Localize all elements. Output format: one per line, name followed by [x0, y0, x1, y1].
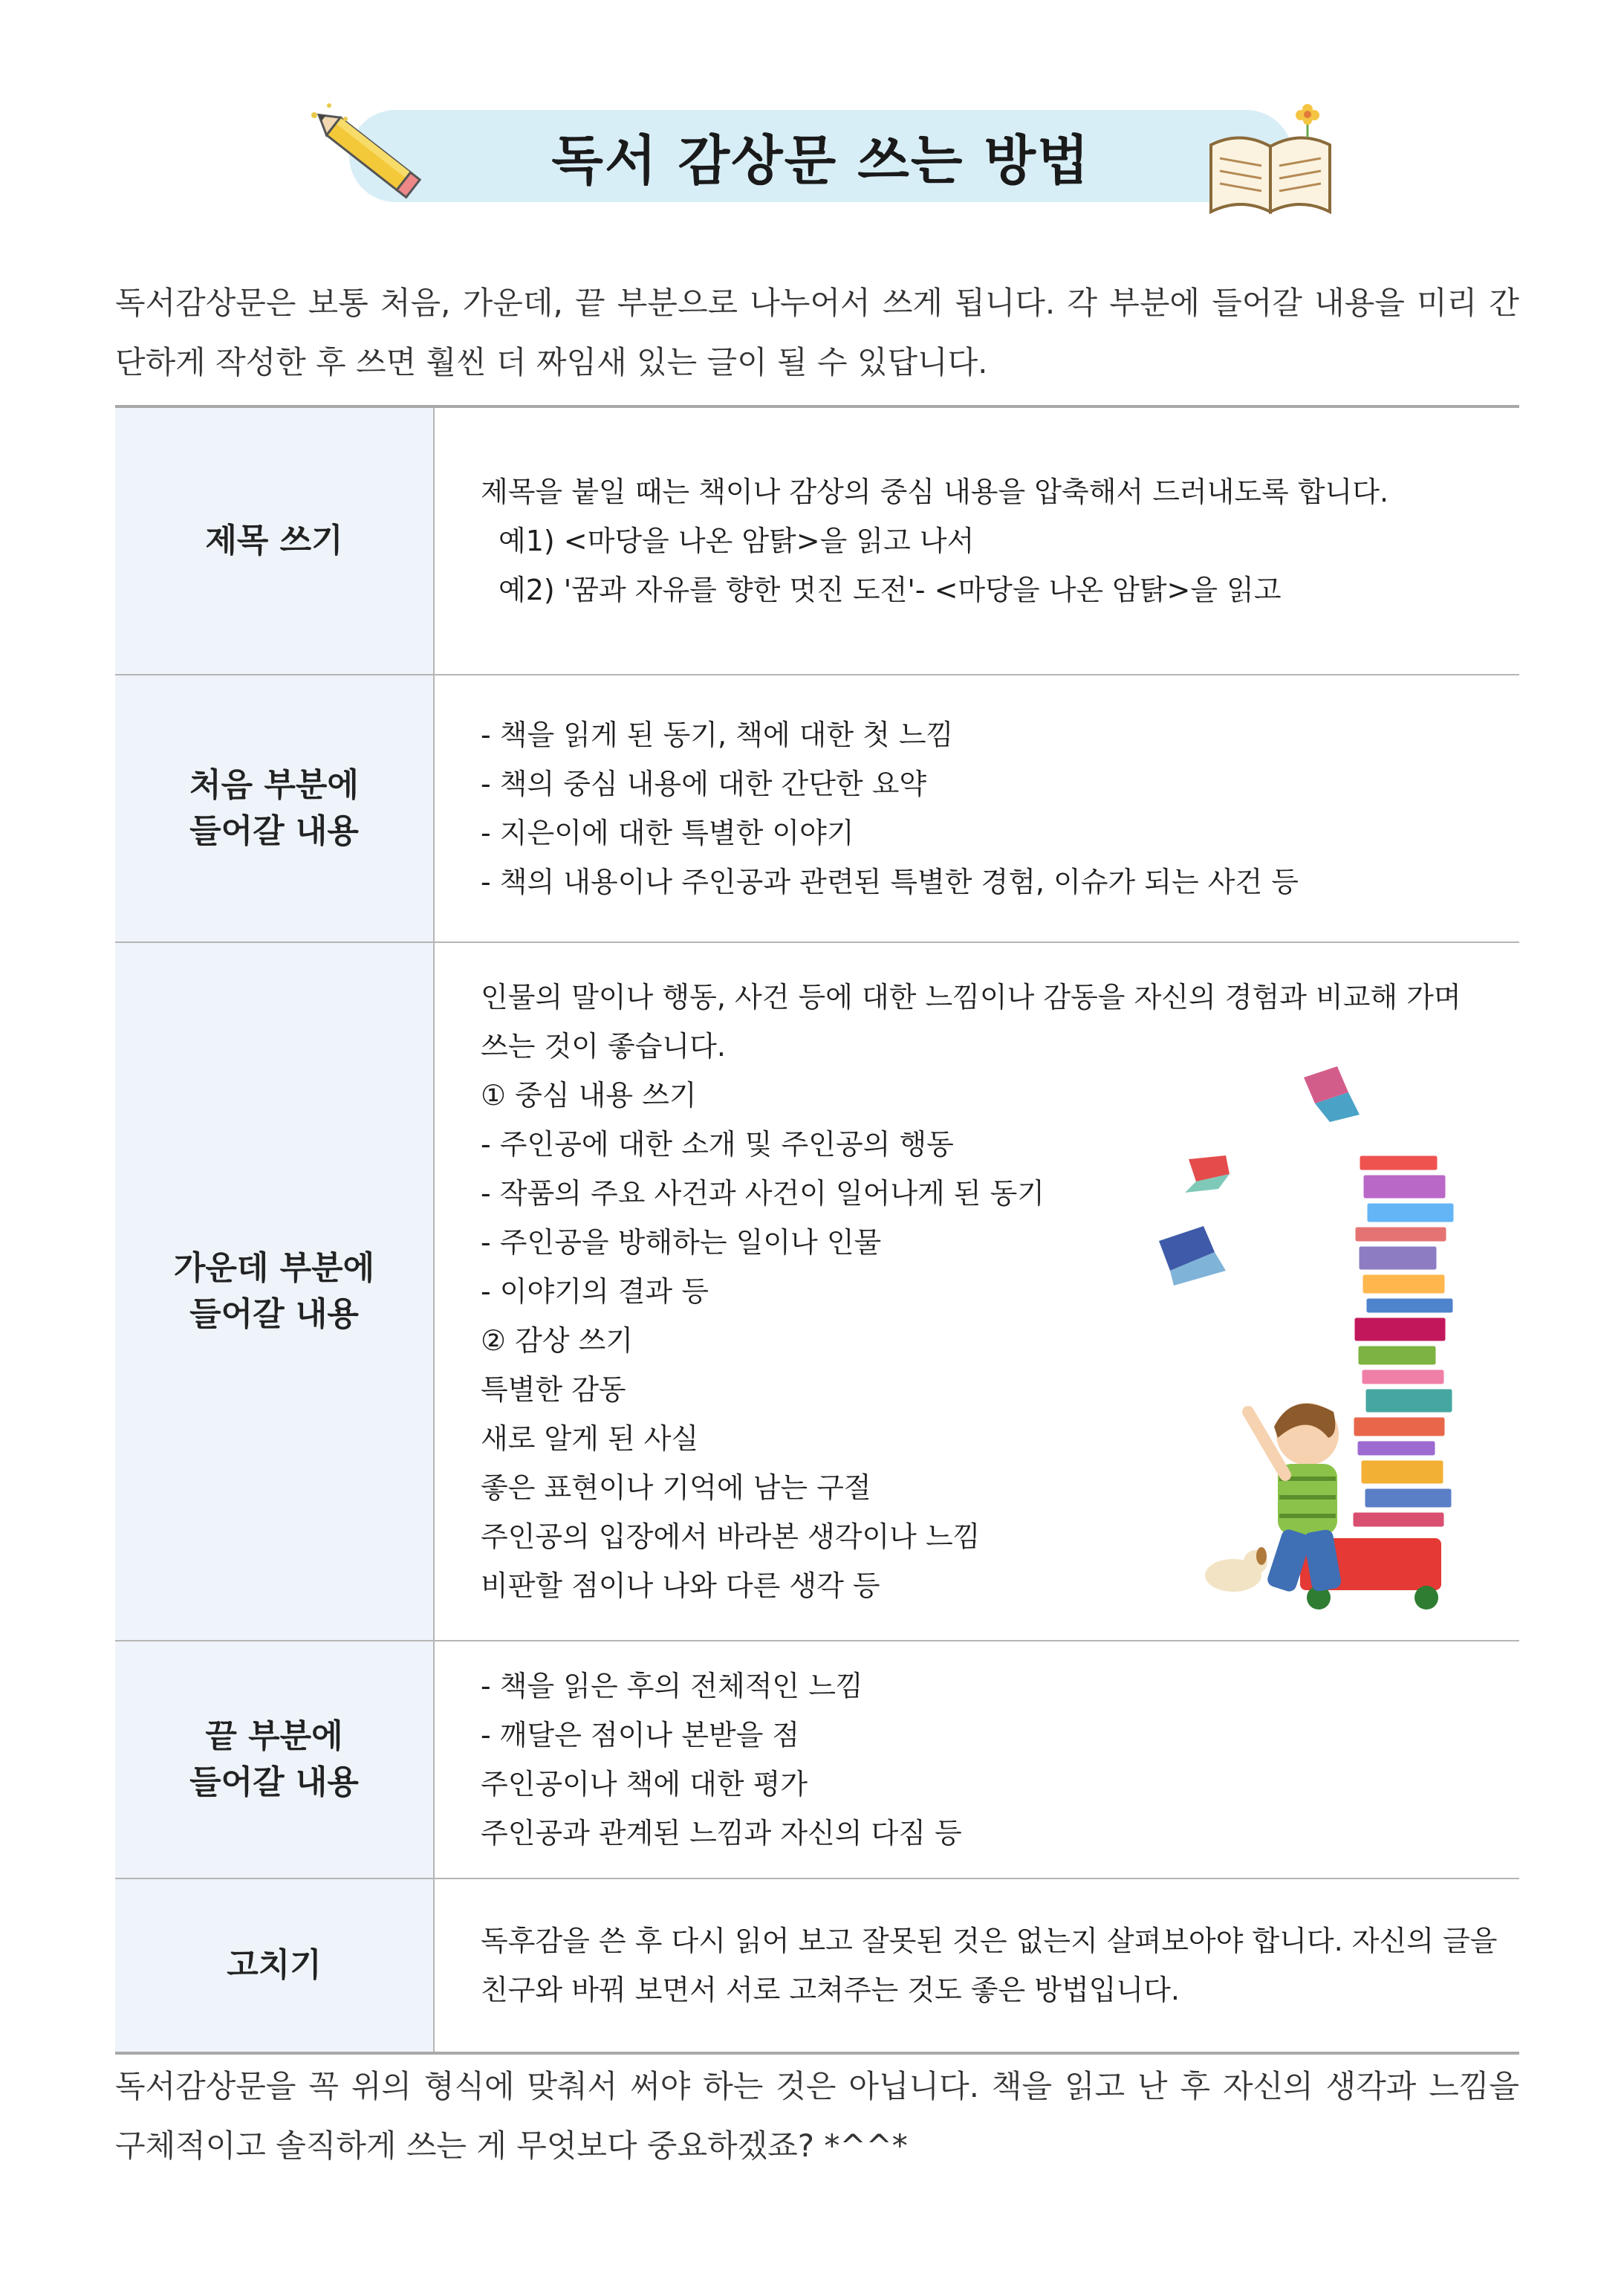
- stacked-book: [1354, 1317, 1446, 1342]
- stacked-book: [1358, 1245, 1438, 1271]
- content-line: - 책을 읽은 후의 전체적인 느낌: [481, 1670, 863, 1702]
- row-heading: [115, 943, 435, 1640]
- pencil-icon: [301, 97, 442, 215]
- content-line: - 주인공에 대한 소개 및 주인공의 행동: [481, 1128, 954, 1161]
- row-content: [435, 408, 1519, 674]
- content-line: - 책의 중심 내용에 대한 간단한 요약: [481, 768, 927, 800]
- table-row: [115, 675, 1519, 943]
- book-stack-illustration: [1144, 1063, 1516, 1627]
- stacked-book: [1365, 1388, 1453, 1413]
- content-line: ② 감상 쓰기: [481, 1324, 634, 1357]
- row-heading: [115, 675, 435, 941]
- stacked-book: [1352, 1511, 1445, 1528]
- intro-paragraph: 독서감상문은 보통 처음, 가운데, 끝 부분으로 나누어서 쓰게 됩니다. 각 부분에 들어갈 내용을 미리 간단하게 작성한 후 쓰면 훨씬 더 짜임새 있는 글이 될 수 있답니다.: [115, 285, 1519, 380]
- content-line: 주인공의 입장에서 바라본 생각이나 느낌: [481, 1520, 981, 1553]
- heading-line: 들어갈 내용: [189, 1763, 359, 1801]
- row-content: [435, 675, 1519, 941]
- stacked-book: [1361, 1369, 1445, 1385]
- open-book-icon: [1196, 100, 1345, 227]
- heading-line: 처음 부분에: [189, 766, 359, 804]
- outro-paragraph: 독서감상문을 꼭 위의 형식에 맞춰서 써야 하는 것은 아닙니다. 책을 읽고 난 후 자신의 생각과 느낌을 구체적이고 솔직하게 쓰는 게 무엇보다 중요하겠죠? *^^*: [115, 2068, 1519, 2164]
- content-line: - 이야기의 결과 등: [481, 1275, 709, 1308]
- content-line: - 주인공을 방해하는 일이나 인물: [481, 1226, 882, 1259]
- stacked-book: [1353, 1416, 1446, 1437]
- stacked-book: [1362, 1274, 1446, 1294]
- content-line: - 지은이에 대한 특별한 이야기: [481, 817, 854, 849]
- content-line: ① 중심 내용 쓰기: [481, 1079, 697, 1112]
- content-line: 쓰는 것이 좋습니다.: [481, 1030, 726, 1063]
- content-line: 주인공이나 책에 대한 평가: [481, 1768, 808, 1800]
- content-line: - 깨달은 점이나 본받을 점: [481, 1719, 800, 1751]
- stacked-book: [1357, 1345, 1437, 1366]
- stacked-book: [1364, 1488, 1452, 1508]
- content-line: 독후감을 쓴 후 다시 읽어 보고 잘못된 것은 없는지 살펴보아야 합니다. 자신의 글을: [481, 1925, 1498, 1957]
- heading-line: 들어갈 내용: [189, 1295, 359, 1333]
- heading-line: 가운데 부분에: [173, 1249, 375, 1287]
- content-line: 좋은 표현이나 기억에 남는 구절: [481, 1471, 871, 1504]
- content-line: - 책을 읽게 된 동기, 책에 대한 첫 느낌: [481, 719, 954, 751]
- stacked-book: [1362, 1174, 1446, 1199]
- content-line: 예1) <마당을 나온 암탉>을 읽고 나서: [498, 525, 975, 557]
- row-heading: [115, 1879, 435, 2052]
- stacked-book: [1365, 1297, 1454, 1314]
- row-content: [435, 1879, 1519, 2052]
- content-line: - 책의 내용이나 주인공과 관련된 특별한 경험, 이슈가 되는 사건 등: [481, 866, 1299, 898]
- heading-line: 들어갈 내용: [189, 812, 359, 850]
- table-row: [115, 408, 1519, 675]
- content-line: 인물의 말이나 행동, 사건 등에 대한 느낌이나 감동을 자신의 경험과 비교해 가며: [481, 981, 1461, 1014]
- heading-line: 제목 쓰기: [205, 522, 343, 560]
- stacked-book: [1357, 1440, 1436, 1456]
- content-line: 예2) '꿈과 자유를 향한 멋진 도전'- <마당을 나온 암탉>을 읽고: [498, 574, 1282, 606]
- content-line: 친구와 바꿔 보면서 서로 고쳐주는 것도 좋은 방법입니다.: [481, 1974, 1180, 2006]
- content-line: - 작품의 주요 사건과 사건이 일어나게 된 동기: [481, 1177, 1045, 1210]
- row-heading: [115, 408, 435, 674]
- stacked-book: [1360, 1459, 1444, 1485]
- page-title: 독서 감상문 쓰는 방법: [551, 129, 1091, 192]
- table-row: [115, 1879, 1519, 2052]
- stacked-book: [1354, 1226, 1447, 1242]
- content-line: 새로 알게 된 사실: [481, 1422, 699, 1455]
- stacked-book: [1359, 1155, 1438, 1171]
- content-line: 특별한 감동: [481, 1373, 626, 1406]
- content-line: 비판할 점이나 나와 다른 생각 등: [481, 1569, 880, 1602]
- row-content: [435, 1641, 1519, 1878]
- stacked-book: [1366, 1202, 1455, 1223]
- row-heading: [115, 1641, 435, 1878]
- table-row: [115, 1641, 1519, 1879]
- content-line: 제목을 붙일 때는 책이나 감상의 중심 내용을 압축해서 드러내도록 합니다.: [481, 476, 1389, 508]
- heading-line: 고치기: [227, 1946, 322, 1984]
- content-line: 주인공과 관계된 느낌과 자신의 다짐 등: [481, 1817, 962, 1850]
- heading-line: 끝 부분에: [205, 1717, 343, 1755]
